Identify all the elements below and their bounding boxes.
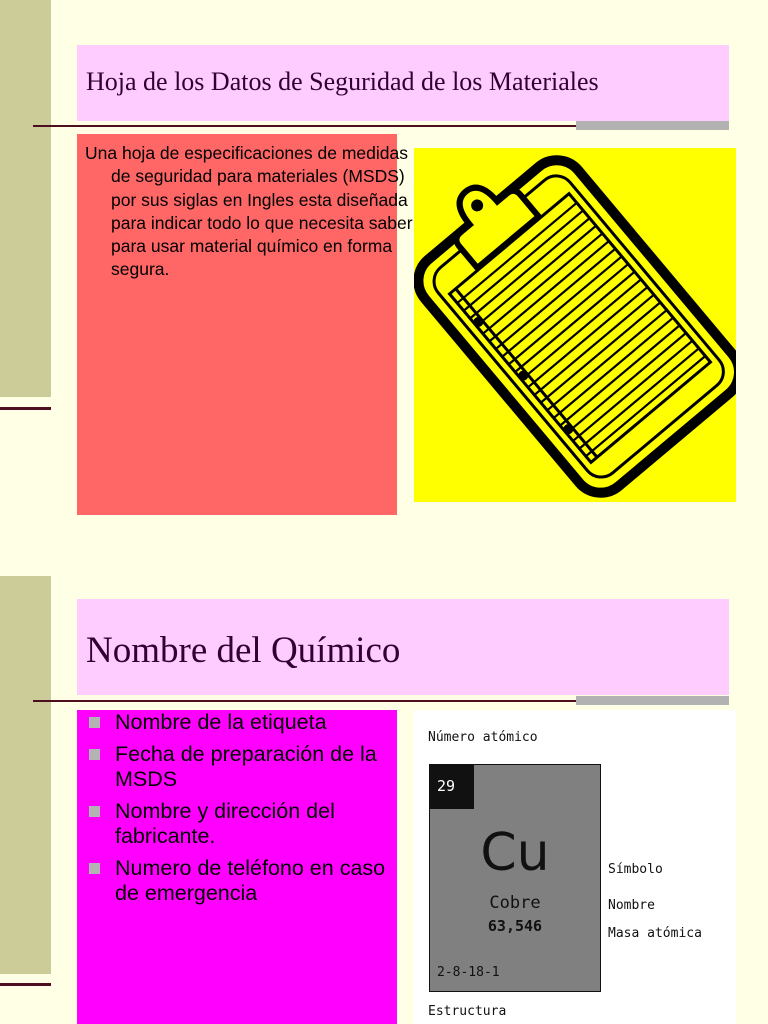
element-mass: 63,546	[487, 917, 543, 935]
title-rule	[33, 700, 576, 702]
atomic-number-box	[430, 765, 474, 809]
title-box	[77, 599, 729, 695]
atomic-number-label: Número atómico	[428, 730, 538, 745]
square-bullet-icon	[89, 749, 100, 760]
sidebar-rule	[0, 407, 51, 410]
electron-configuration: 2-8-18-1	[437, 965, 500, 980]
bullet-box	[77, 710, 397, 1024]
slide-chemical-name	[0, 512, 768, 1024]
msds-description-box	[77, 134, 413, 515]
title-box	[77, 45, 729, 121]
periodic-element-diagram	[414, 710, 736, 1024]
sidebar-rule	[0, 983, 51, 986]
structure-label: Estructura	[428, 1004, 507, 1019]
clipboard-image	[414, 148, 736, 502]
slide-title: Hoja de los Datos de Seguridad de los Materiales	[86, 67, 599, 96]
sidebar-bar	[0, 0, 51, 397]
square-bullet-icon	[89, 717, 100, 728]
atomic-number: 29	[437, 777, 456, 795]
name-label: Nombre	[608, 898, 655, 913]
bullet-item: Nombre y dirección del fabricante.	[87, 799, 387, 849]
square-bullet-icon	[89, 863, 100, 874]
element-name: Cobre	[489, 893, 541, 913]
bullet-item: Nombre de la etiqueta	[87, 710, 387, 735]
sidebar-bar	[0, 576, 51, 974]
title-rule	[33, 125, 576, 127]
symbol-label: Símbolo	[608, 862, 663, 877]
bullet-item: Numero de teléfono en caso de emergencia	[87, 856, 387, 906]
element-symbol: Cu	[480, 823, 550, 883]
title-rule-shadow	[576, 121, 729, 130]
bullet-list	[87, 710, 387, 913]
slide-title: Nombre del Químico	[86, 630, 401, 671]
bullet-item: Fecha de preparación de la MSDS	[87, 742, 387, 792]
square-bullet-icon	[89, 806, 100, 817]
element-tile	[429, 764, 601, 992]
clipboard-icon	[414, 148, 736, 502]
mass-label: Masa atómica	[608, 926, 702, 941]
title-rule-shadow	[576, 696, 729, 705]
msds-description: Una hoja de especificaciones de medidas de seguridad para materiales (MSDS) por sus siglas en Ingles esta diseñada para indicar todo lo que necesita saber para usar material químico en forma segura.	[85, 143, 413, 280]
